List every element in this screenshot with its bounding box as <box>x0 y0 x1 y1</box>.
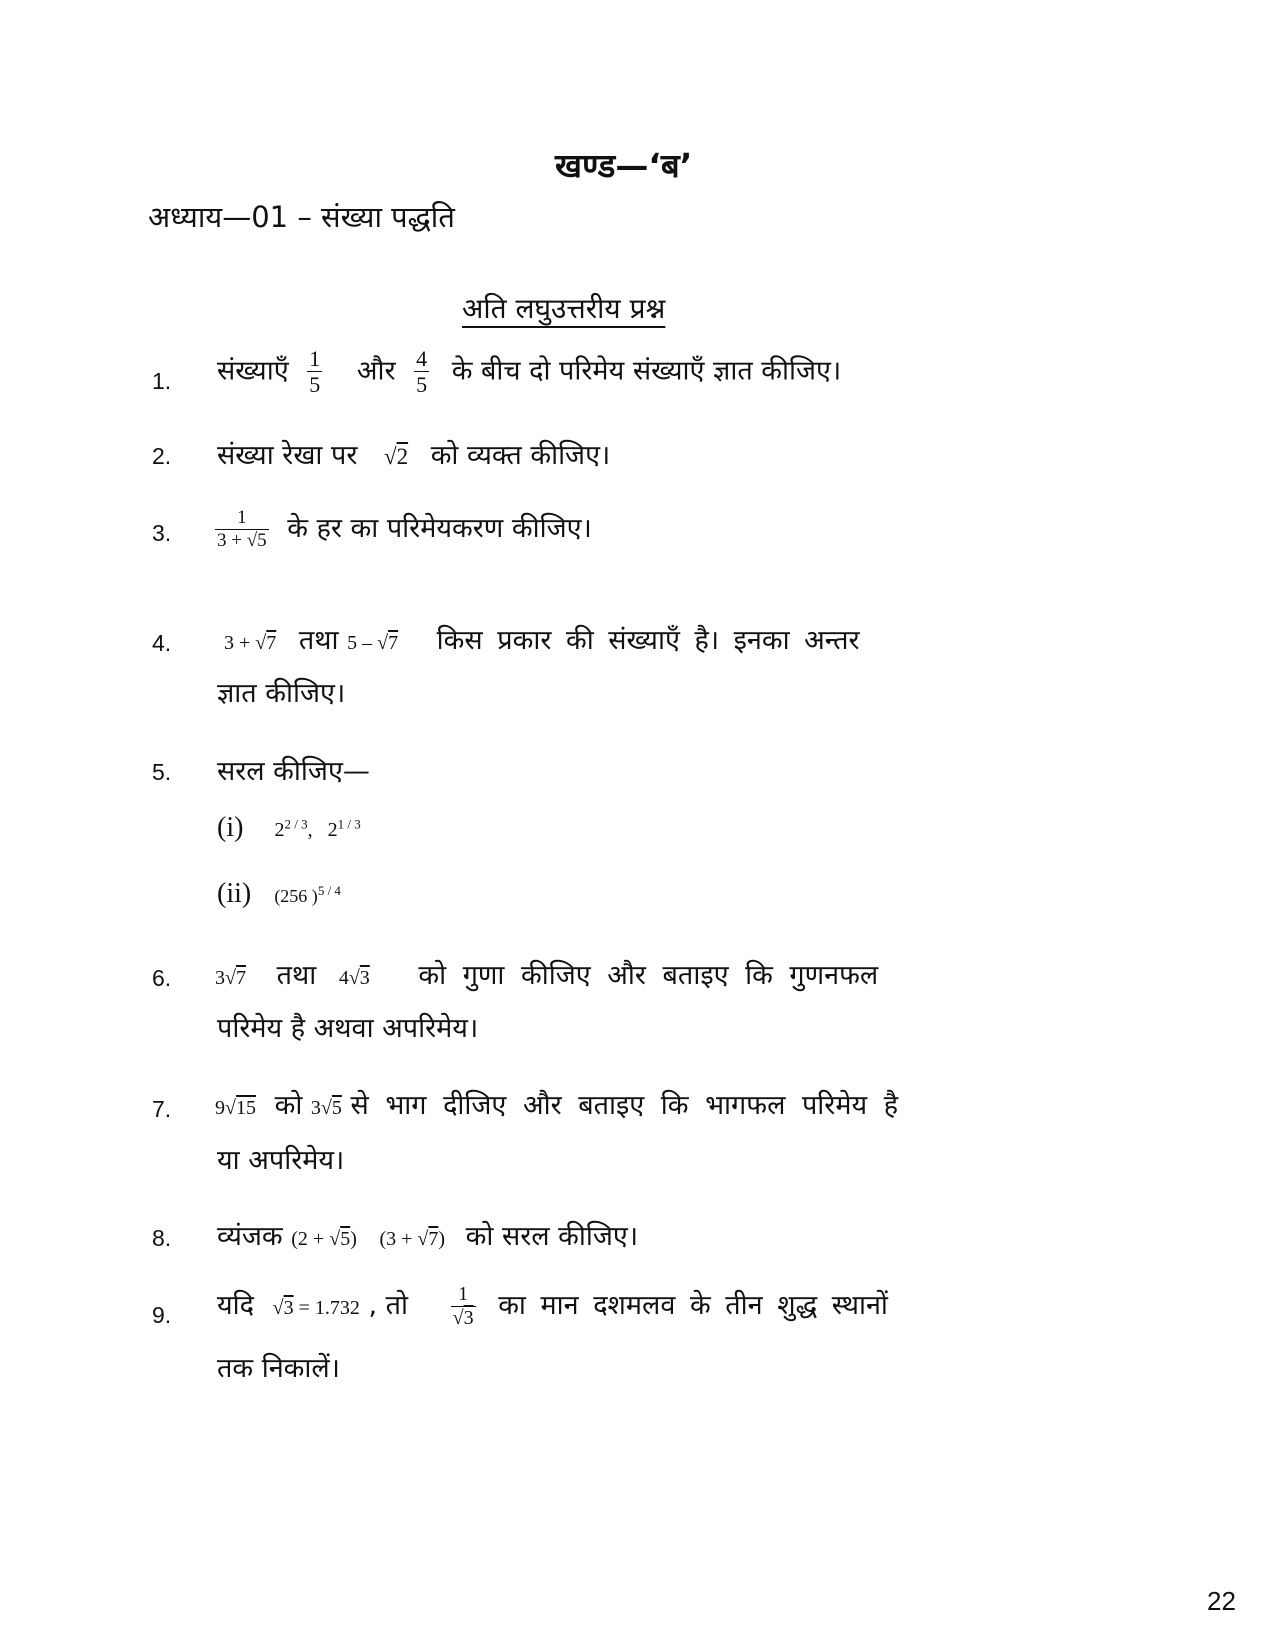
question-7 <box>215 1085 898 1122</box>
sub-label: (i) <box>217 812 244 843</box>
question-text: के बीच दो परिमेय संख्याएँ ज्ञात कीजिए। <box>451 355 842 387</box>
question-number: 7. <box>152 1096 172 1122</box>
question-2 <box>217 435 610 472</box>
math-expression: √3 = 1.732 <box>272 1297 360 1319</box>
question-text: को सरल कीजिए। <box>465 1221 639 1252</box>
question-3 <box>215 507 592 552</box>
question-text: संख्या रेखा पर <box>217 440 358 471</box>
question-text: को व्यक्त कीजिए। <box>430 440 611 471</box>
math-expression: $2^{2 / 3}$, $2^{1 / 3}$ <box>274 816 361 841</box>
fraction <box>451 1283 476 1330</box>
sub-label: (ii) <box>217 878 252 909</box>
radicand: 2 <box>396 444 409 469</box>
math-expression: √2 <box>383 444 409 469</box>
questions-heading: अति लघुउत्तरीय प्रश्न <box>462 292 666 325</box>
numerator: 1 <box>458 1283 469 1305</box>
question-8 <box>217 1216 638 1253</box>
question-number: 6. <box>152 965 172 991</box>
question-text: तथा <box>298 625 339 656</box>
question-number: 8. <box>152 1225 172 1251</box>
fraction <box>215 507 269 552</box>
math-expression: 3√7 <box>215 967 246 989</box>
denominator: √3 <box>452 1307 474 1329</box>
question-text: संख्याएँ <box>217 355 289 387</box>
question-text: को गुणा कीजिए और बताइए कि गुणनफल <box>418 960 879 991</box>
question-number: 1. <box>152 368 172 394</box>
question-number: 2. <box>152 443 172 469</box>
question-9 <box>217 1283 888 1330</box>
page-number: 22 <box>1207 1586 1236 1616</box>
fraction <box>307 346 322 398</box>
math-expression: 9√15 <box>215 1097 256 1119</box>
numerator: 4 <box>416 346 428 371</box>
question-text: व्यंजक <box>217 1221 283 1252</box>
numerator: 1 <box>237 507 247 528</box>
math-expression: (2 + √5) <box>291 1228 357 1250</box>
question-number: 9. <box>152 1302 172 1328</box>
denominator: 5 <box>416 372 428 398</box>
math-expression: 3√5 <box>310 1097 342 1119</box>
question-text: , तो <box>368 1290 409 1321</box>
question-4 <box>224 620 860 657</box>
question-text: के हर का परिमेयकरण कीजिए। <box>287 512 592 544</box>
fraction <box>414 346 429 398</box>
question-text: का मान दशमलव के तीन शुद्ध स्थानों <box>498 1290 888 1321</box>
math-expression: 4√3 <box>338 967 370 989</box>
question-text: और <box>356 355 396 387</box>
question-number: 3. <box>152 520 172 546</box>
denominator: 5 <box>309 372 321 398</box>
question-text: को <box>274 1090 303 1121</box>
question-1 <box>217 346 841 398</box>
question-number: 4. <box>152 630 172 656</box>
question-text-line2: या अपरिमेय। <box>217 1145 345 1176</box>
numerator: 1 <box>309 346 321 371</box>
math-expression: (256 )$^{5 / 4}$ <box>274 883 341 906</box>
math-expression: 5 – √7 <box>347 632 399 654</box>
math-expression: (3 + √7) <box>379 1228 446 1250</box>
question-text: किस प्रकार की संख्याएँ है। इनका अन्तर <box>436 625 860 656</box>
question-text-line2: ज्ञात कीजिए। <box>217 678 346 709</box>
sub-question-i <box>217 812 361 844</box>
question-text: तथा <box>276 960 317 991</box>
section-title: खण्ड—‘ब’ <box>555 146 693 185</box>
sub-question-ii <box>217 878 341 910</box>
question-text: से भाग दीजिए और बताइए कि भागफल परिमेय है <box>350 1090 899 1121</box>
question-number: 5. <box>152 759 172 785</box>
math-expression: 3 + √7 <box>224 632 277 654</box>
denominator: 3 + √5 <box>217 529 267 551</box>
question-text-line2: तक निकालें। <box>217 1353 340 1384</box>
question-5: सरल कीजिए— <box>217 756 370 787</box>
question-text: यदि <box>217 1290 254 1321</box>
question-6 <box>215 955 878 992</box>
question-text-line2: परिमेय है अथवा अपरिमेय। <box>217 1013 479 1044</box>
chapter-title: अध्याय—01 – संख्या पद्धति <box>148 200 455 234</box>
